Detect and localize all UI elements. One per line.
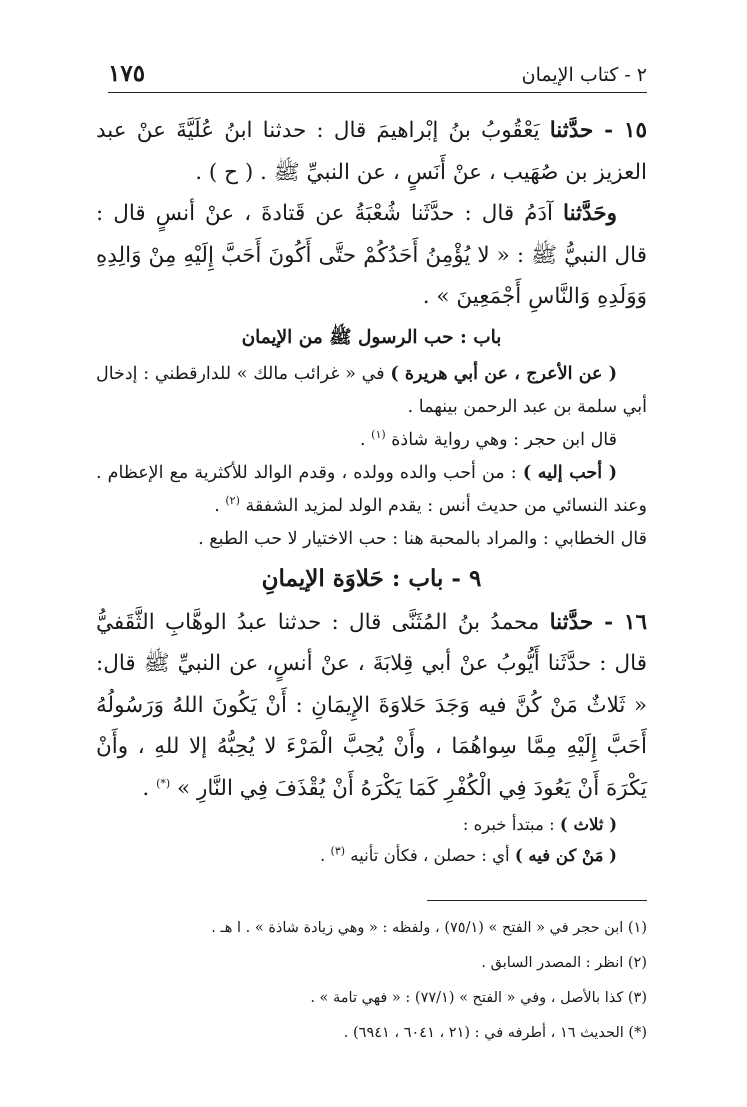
commentary-text: : من أحب والده وولده ، وقدم الوالد للأكثرية مع الإعظام . وعند النسائي من حديث أنس : يقدم الولد لمزيد الشفقة [96, 462, 647, 516]
commentary-end: . [320, 846, 331, 865]
commentary-term: ( ثلاث ) [559, 815, 617, 834]
hadith-15-second-chain [96, 193, 647, 318]
footnote: (٢) انظر : المصدر السابق . [481, 955, 647, 971]
hadith-15-paragraph [96, 110, 647, 193]
commentary-paragraph [96, 358, 647, 424]
commentary-end: . [214, 495, 226, 516]
commentary-paragraph [96, 424, 647, 457]
footnote: (*) الحديث ١٦ ، أطرفه في : (٢١ ، ٦٠٤١ ، ٦٩٤١) . [343, 1025, 647, 1041]
running-title: ٢ - كتاب الإيمان [521, 64, 647, 86]
hadith-lead: حدَّثنا [549, 609, 594, 635]
page-body [96, 110, 647, 871]
chapter-heading: ٩ - باب : حَلاوَة الإيمانِ [261, 564, 482, 592]
footnote-ref: (٢) [225, 493, 240, 507]
commentary-paragraph: قال الخطابي : والمراد بالمحبة هنا : حب الاختيار لا حب الطبع . [198, 528, 647, 549]
footnote-ref: (١) [371, 427, 386, 441]
page-number: ١٧٥ [108, 60, 146, 87]
commentary-term: ( مَنْ كن فيه ) [514, 846, 617, 865]
footnote-ref: (*) [156, 776, 171, 790]
hadith-text: يَعْقُوبُ بنُ إبْراهيمَ قال : حدثنا ابنُ عُلَيَّةَ عنْ عبد العزيز بن صُهَيب ، عنْ أَنَسٍ ، عن النبيِّ ﷺ . ( ح ) . [96, 118, 647, 185]
hadith-number: ١٥ - [593, 118, 647, 143]
footnote-ref: (٣) [330, 844, 346, 858]
footnotes [96, 911, 647, 1051]
hadith-16-paragraph [96, 602, 647, 810]
commentary-text: في « غرائب مالك » للدارقطني : إدخال أبي سلمة بن عبد الرحمن بينهما . [96, 363, 647, 417]
commentary-paragraph [96, 840, 647, 871]
hadith-lead: وحَدَّثنا [563, 201, 617, 226]
commentary-paragraph [96, 809, 647, 840]
bab-heading: باب : حب الرسول ﷺ من الإيمان [241, 326, 502, 348]
commentary-text: : مبتدأ خبره : [462, 815, 560, 834]
commentary-end: . [360, 429, 372, 450]
hadith-number: ١٦ - [593, 609, 647, 635]
commentary-term: ( أحب إليه ) [522, 462, 618, 483]
footnote: (٣) كذا بالأصل ، وفي « الفتح » (٧٧/١) : « فهي تامة » . [310, 990, 647, 1006]
commentary-term: ( عن الأعرج ، عن أبي هريرة ) [390, 363, 617, 384]
commentary-text: أي : حصلن ، فكأن تأنيه [350, 846, 515, 865]
footnote: (١) ابن حجر في « الفتح » (٧٥/١) ، ولفظه : « وهي زيادة شاذة » . ا هـ . [211, 920, 647, 936]
commentary-text: قال ابن حجر : وهي رواية شاذة [391, 429, 617, 450]
hadith-end: . [142, 775, 157, 801]
footnote-separator [427, 900, 647, 901]
page-header [108, 58, 647, 93]
hadith-text: آدَمُ قال : حدَّثَنا شُعْبَةُ عن قَتادةَ ، عنْ أنسٍ قال : قال النبيُّ ﷺ : « لا يُؤْمِنُ أَحَدُكُمْ حتَّى أَكُونَ أَحَبَّ إِلَيْهِ مِنْ وَالِدِهِ وَوَلَدِهِ وَالنَّاسِ أَجْمَعِينَ » . [96, 201, 647, 309]
hadith-lead: حدَّثنا [549, 118, 594, 143]
hadith-text: محمدُ بنُ المُثَنَّى قال : حدثنا عبدُ الوهَّابِ الثَّقَفيُّ قال : حدَّثَنا أَيُّوبُ عنْ أبي قِلابَةَ ، عنْ أنسٍ، عن النبيِّ ﷺ قال: « ثَلاثٌ مَنْ كُنَّ فيه وَجَدَ حَلاوَةَ الإِيمَانِ : أَنْ يَكُونَ اللهُ وَرَسُولُهُ أَحَبَّ إِلَيْهِ مِمَّا سِواهُمَا ، وأَنْ يُحِبَّ الْمَرْءَ لا يُحِبُّهُ إلا للهِ ، وأَنْ يَكْرَهَ أَنْ يَعُودَ فِي الْكُفْرِ كَمَا يَكْرَهُ أَنْ يُقْذَفَ فِي النَّارِ » [96, 609, 647, 801]
commentary-paragraph [96, 457, 647, 523]
